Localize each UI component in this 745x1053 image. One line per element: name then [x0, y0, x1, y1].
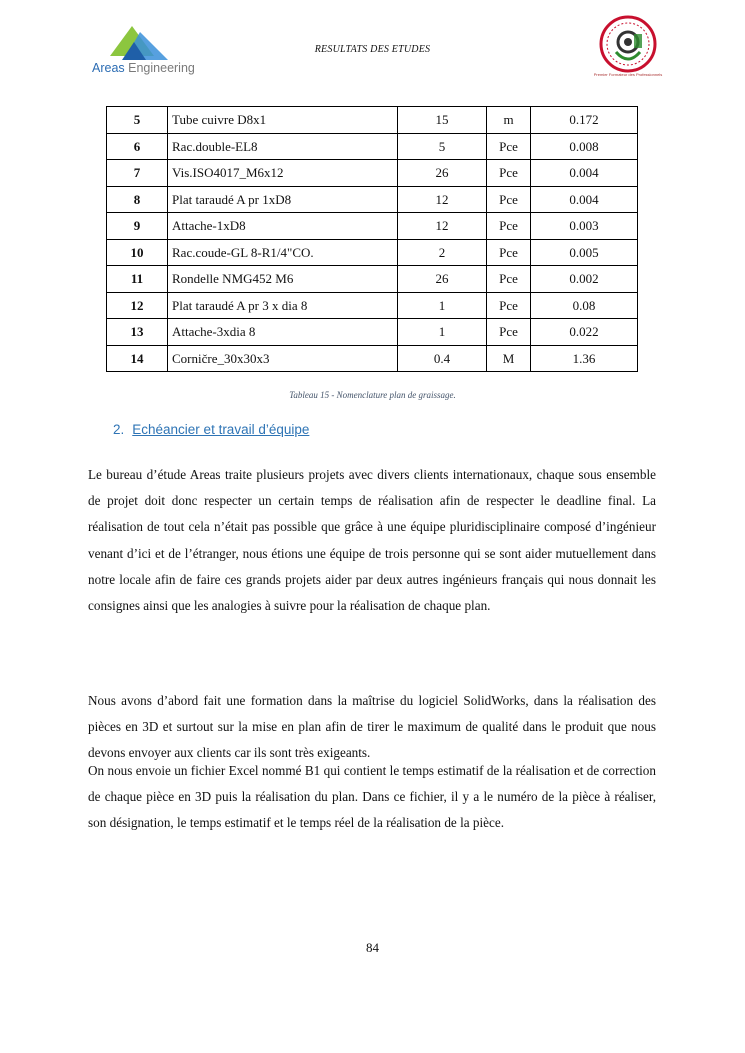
table-row — [107, 186, 638, 213]
row-quantity: 12 — [398, 186, 487, 213]
paragraph: Nous avons d’abord fait une formation dans la maîtrise du logiciel SolidWorks, dans la réalisation des pièces en 3D et surtout sur la mise en plan afin de tirer le maximum de qualité dans le produit que nous devons envoyer aux clients car ils sont très exigeants. — [88, 693, 656, 761]
paragraph: Le bureau d’étude Areas traite plusieurs projets avec divers clients internationaux, chaque sous ensemble de projet doit donc respecter un certain temps de réalisation afin de respecter le deadline final. La réalisation de tout cela n’était pas possible que grâce à une équipe pluridisciplinaire composé d’ingénieur venant d’ici et de l’étranger, nous étions une équipe de trois personne qui se sont aider mutuellement dans notre locale afin de faire ces grands projets aider par deux autres ingénieurs français qui nous donnait les consignes ainsi que les analogies à suivre pour la réalisation de chaque plan. — [88, 467, 656, 614]
section-heading — [113, 422, 309, 437]
row-number: 12 — [107, 292, 168, 319]
row-mass: 0.08 — [531, 292, 638, 319]
institution-logo — [594, 14, 662, 82]
row-mass: 0.008 — [531, 133, 638, 160]
table-row — [107, 345, 638, 372]
row-designation: Corničre_30x30x3 — [168, 345, 398, 372]
table-row — [107, 107, 638, 134]
table-row — [107, 319, 638, 346]
row-designation: Vis.ISO4017_M6x12 — [168, 160, 398, 187]
table-row — [107, 239, 638, 266]
table-row — [107, 266, 638, 293]
row-quantity: 15 — [398, 107, 487, 134]
row-designation: Rac.coude-GL 8-R1/4"CO. — [168, 239, 398, 266]
row-unit: Pce — [487, 319, 531, 346]
row-mass: 0.003 — [531, 213, 638, 240]
areas-logo-word2: Engineering — [128, 61, 195, 75]
row-mass: 0.005 — [531, 239, 638, 266]
row-mass: 0.172 — [531, 107, 638, 134]
row-number: 10 — [107, 239, 168, 266]
row-designation: Attache-1xD8 — [168, 213, 398, 240]
row-number: 9 — [107, 213, 168, 240]
section-title: Echéancier et travail d’équipe — [132, 422, 310, 437]
page-number: 84 — [366, 940, 379, 955]
row-quantity: 2 — [398, 239, 487, 266]
areas-triangle-icon — [110, 24, 172, 62]
row-quantity: 1 — [398, 292, 487, 319]
row-quantity: 0.4 — [398, 345, 487, 372]
row-unit: M — [487, 345, 531, 372]
table-row — [107, 213, 638, 240]
row-mass: 0.002 — [531, 266, 638, 293]
nomenclature-table — [106, 106, 638, 372]
row-number: 13 — [107, 319, 168, 346]
row-number: 6 — [107, 133, 168, 160]
row-designation: Attache-3xdia 8 — [168, 319, 398, 346]
gear-seal-icon — [594, 14, 662, 74]
row-designation: Plat taraudé A pr 3 x dia 8 — [168, 292, 398, 319]
row-mass: 0.004 — [531, 160, 638, 187]
header-title: RESULTATS DES ETUDES — [314, 44, 431, 55]
row-unit: Pce — [487, 133, 531, 160]
table-caption: Tableau 15 - Nomenclature plan de graissage. — [289, 390, 456, 400]
row-unit: Pce — [487, 186, 531, 213]
row-quantity: 12 — [398, 213, 487, 240]
row-unit: Pce — [487, 266, 531, 293]
row-mass: 0.004 — [531, 186, 638, 213]
section-number: 2. — [113, 422, 125, 437]
row-quantity: 1 — [398, 319, 487, 346]
areas-logo-text — [92, 61, 195, 75]
row-designation: Plat taraudé A pr 1xD8 — [168, 186, 398, 213]
row-designation: Tube cuivre D8x1 — [168, 107, 398, 134]
row-quantity: 26 — [398, 266, 487, 293]
table-row — [107, 160, 638, 187]
row-unit: Pce — [487, 160, 531, 187]
table-row — [107, 133, 638, 160]
row-designation: Rac.double-EL8 — [168, 133, 398, 160]
row-number: 11 — [107, 266, 168, 293]
row-unit: Pce — [487, 213, 531, 240]
row-designation: Rondelle NMG452 M6 — [168, 266, 398, 293]
paragraph: On nous envoie un fichier Excel nommé B1 qui contient le temps estimatif de la réalisation et de correction de chaque pièce en 3D puis la réalisation du plan. Dans ce fichier, il y a le numéro de la pièce à réaliser, son désignation, le temps estimatif et le temps réel de la réalisation de la pièce. — [88, 763, 656, 831]
row-unit: Pce — [487, 239, 531, 266]
table-row — [107, 292, 638, 319]
row-number: 8 — [107, 186, 168, 213]
row-unit: m — [487, 107, 531, 134]
row-unit: Pce — [487, 292, 531, 319]
row-mass: 1.36 — [531, 345, 638, 372]
row-quantity: 5 — [398, 133, 487, 160]
row-number: 7 — [107, 160, 168, 187]
row-mass: 0.022 — [531, 319, 638, 346]
row-quantity: 26 — [398, 160, 487, 187]
institution-logo-caption: Premier Formateur des Professionnels — [593, 72, 663, 77]
areas-logo-word1: Areas — [92, 61, 125, 75]
row-number: 5 — [107, 107, 168, 134]
row-number: 14 — [107, 345, 168, 372]
